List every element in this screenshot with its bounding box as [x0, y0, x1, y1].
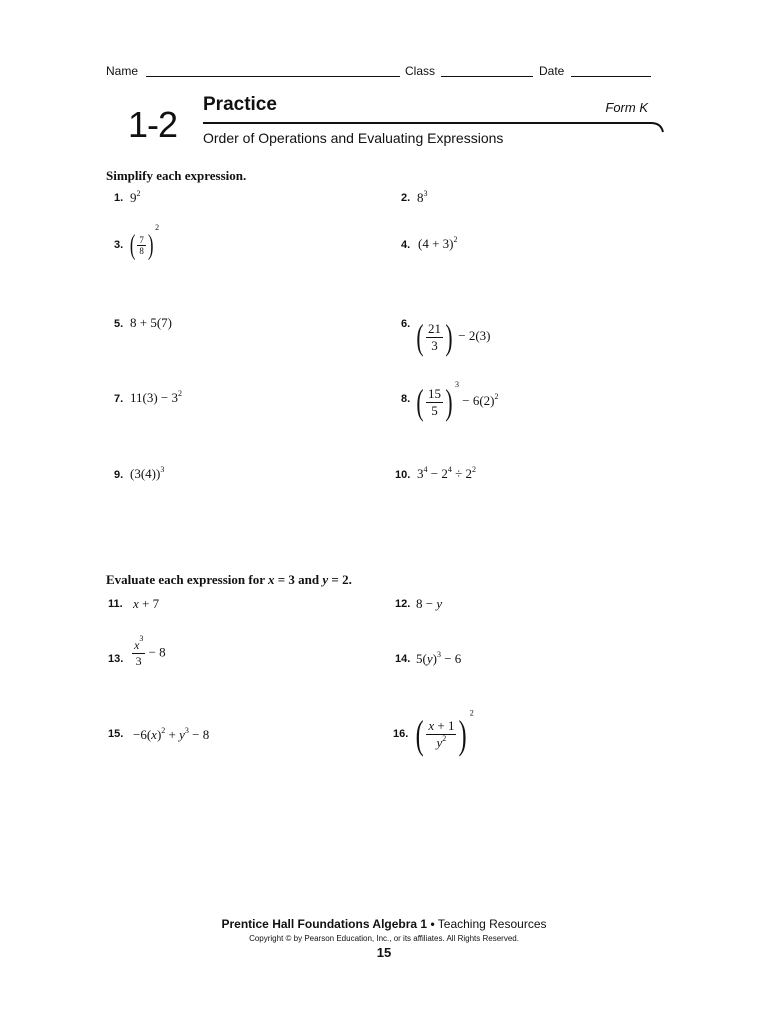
- page-title: Practice: [203, 94, 277, 115]
- problem-expression-1: $9^2$: [130, 189, 141, 205]
- problem-number: 16.: [393, 728, 409, 740]
- problem-expression-14: $5(y)^3 - 6$: [416, 650, 462, 666]
- problem-number: 14.: [395, 653, 411, 665]
- problem-expression-4: $(4 + 3)^2$: [418, 235, 458, 251]
- problem-expression-3: ( $\frac{7}{8}$ )$^2$: [129, 223, 160, 261]
- lesson-number: 1-2: [128, 104, 178, 145]
- class-label: Class: [405, 64, 436, 78]
- problem-expression-16: ( $\frac{x + 1}{y^2}$ ) $^2$: [415, 708, 474, 757]
- page-number: 15: [376, 945, 392, 960]
- problem-number: 12.: [395, 598, 411, 610]
- problem-expression-2: $8^3$: [417, 189, 428, 205]
- class-field[interactable]: [441, 76, 533, 77]
- problem-number: 4.: [401, 239, 411, 251]
- problem-expression-11: x + 7: [133, 596, 160, 611]
- problem-number: 2.: [401, 192, 411, 204]
- problem-number: 3.: [114, 239, 124, 251]
- problem-expression-8: ( $\frac{15}{5}$ ) $^3 - 6(2)^2$: [416, 379, 499, 422]
- section-instruction-evaluate: Evaluate each expression for x = 3 and y = 2.: [106, 572, 352, 587]
- footer-copyright: Copyright © by Pearson Education, Inc., or its affiliates. All Rights Reserved.: [249, 934, 519, 943]
- problem-number: 8.: [401, 393, 411, 405]
- form-label: Form K: [605, 100, 648, 115]
- problem-number: 13.: [108, 653, 124, 665]
- section-instruction-simplify: Simplify each expression.: [106, 168, 247, 183]
- problem-number: 7.: [114, 393, 124, 405]
- problem-expression-10: $3^4 - 2^4 \div 2^2$: [417, 465, 476, 481]
- problem-expression-13: $\frac{x^3}{3}$ − 8: [134, 634, 166, 668]
- problem-expression-15: $-6(x)^2 + y^3 - 8$: [133, 726, 210, 742]
- page-subtitle: Order of Operations and Evaluating Expressions: [203, 130, 504, 146]
- footer-book-title: Prentice Hall Foundations Algebra 1 • Teaching Resources: [221, 917, 547, 931]
- name-field[interactable]: [146, 76, 400, 77]
- problem-number: 15.: [108, 728, 124, 740]
- date-field[interactable]: [571, 76, 651, 77]
- problem-number: 11.: [108, 598, 123, 610]
- problem-expression-9: $(3(4))^3$: [130, 465, 165, 481]
- problem-expression-12: 8 − y: [416, 596, 443, 611]
- problem-number: 9.: [114, 469, 124, 481]
- problem-number: 6.: [401, 318, 411, 330]
- name-label: Name: [106, 64, 139, 78]
- date-label: Date: [539, 64, 565, 78]
- problem-number: 1.: [114, 192, 124, 204]
- problem-number: 10.: [395, 469, 411, 481]
- problem-expression-7: $11(3) - 3^2$: [130, 389, 183, 405]
- problem-expression-6: ( $\frac{21}{3}$ ) − 2(3): [416, 317, 491, 357]
- problem-number: 5.: [114, 318, 124, 330]
- problem-expression-5: 8 + 5(7): [130, 315, 172, 330]
